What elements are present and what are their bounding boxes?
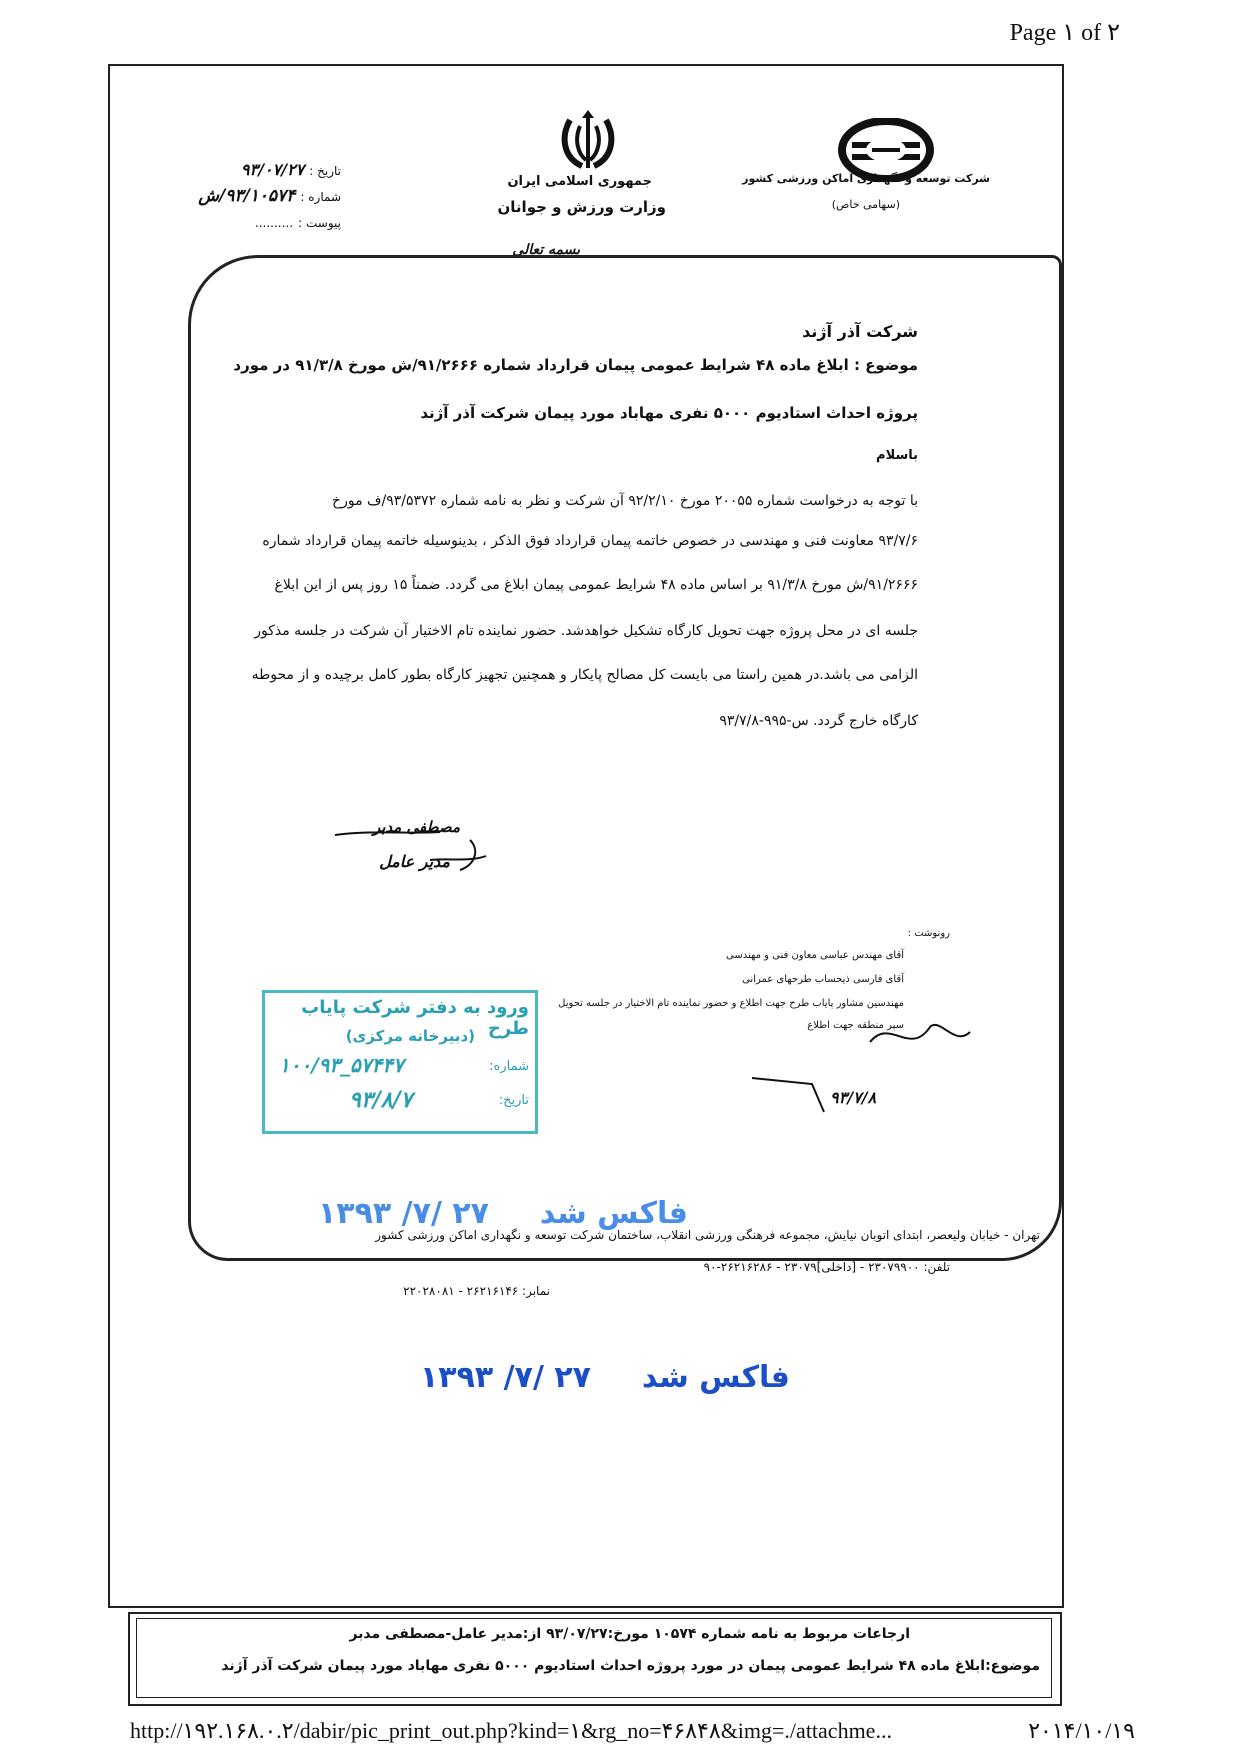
body-line: کارگاه خارج گردد. س-۹۹۵-۹۳/۷/۸ xyxy=(719,713,918,729)
cc-item: مهندسین مشاور پایاب طرح جهت اطلاع و حضور نماینده تام الاختیار در جلسه تحویل xyxy=(558,998,904,1009)
cc-item: سپر منطقه جهت اطلاع xyxy=(807,1020,904,1031)
stamp-date-label: تاریخ: xyxy=(498,1093,529,1108)
signer-title: مدیر عامل xyxy=(379,852,450,871)
faxed-stamp xyxy=(318,1196,698,1231)
faxed-stamp xyxy=(420,1360,800,1395)
footer-phone: تلفن: ۲۳۰۷۹۹۰۰ - [داخلی]۲۳۰۷۹ - ۲۶۲۱۶۲۸۶-۹۰ xyxy=(703,1260,950,1274)
basmala: بسمه تعالی xyxy=(512,242,580,258)
stamp-number-label: شماره: xyxy=(489,1059,529,1074)
reference-line-2: موضوع:ابلاغ ماده ۴۸ شرایط عمومی پیمان در مورد پروژه احداث استادیوم ۵۰۰۰ نفری مهاباد مورد پیمان شرکت آذر آژند xyxy=(221,1658,1040,1674)
cc-header: رونوشت : xyxy=(907,928,950,939)
received-stamp xyxy=(262,990,538,1134)
print-date: ۲۰۱۴/۱۰/۱۹ xyxy=(1028,1718,1135,1743)
cc-item: آقای مهندس عباسی معاون فنی و مهندسی xyxy=(726,950,904,961)
body-line: ۹۳/۷/۶ معاونت فنی و مهندسی در خصوص خاتمه پیمان قرارداد فوق الذکر ، بدینوسیله خاتمه پیمان قرارداد شماره xyxy=(262,533,918,549)
body-line: ۹۱/۲۶۶۶/ش مورخ ۹۱/۳/۸ بر اساس ماده ۴۸ شرایط عمومی پیمان ابلاغ می گردد. ضمناً ۱۵ روز پس از این ابلاغ xyxy=(274,577,918,593)
body-line: الزامی می باشد.در همین راستا می بایست کل مصالح پایکار و همچنین تجهیز کارگاه بطور کامل برچیده و از محوطه xyxy=(251,667,918,683)
print-url: http://۱۹۲.۱۶۸.۰.۲/dabir/pic_print_out.php?kind=۱&rg_no=۴۶۸۴۸&img=./attachme... xyxy=(130,1718,892,1743)
check-mark xyxy=(752,1074,832,1118)
iran-emblem xyxy=(556,110,620,174)
fax-date: ۱۳۹۳ /۷/ ۲۷ xyxy=(420,1360,591,1395)
subject-line-1: موضوع : ابلاغ ماده ۴۸ شرایط عمومی پیمان قرارداد شماره ۹۱/۲۶۶۶/ش مورخ ۹۱/۳/۸ در مورد xyxy=(233,356,918,374)
fax-label: فاکس شد xyxy=(641,1360,790,1395)
stamp-title: ورود به دفتر شرکت پایاب طرح xyxy=(301,997,529,1039)
handwritten-date: ۹۳/۷/۸ xyxy=(830,1088,877,1107)
stamp-number-value: ۱۰۰/۹۳_۵۷۴۴۷ xyxy=(279,1053,404,1077)
date-label: تاریخ : xyxy=(309,164,341,178)
country-name: جمهوری اسلامی ایران xyxy=(507,174,652,189)
attachment-label: پیوست : xyxy=(298,216,341,230)
cc-signature xyxy=(860,1012,980,1062)
date-value: ۹۳/۰۷/۲۷ xyxy=(240,160,305,179)
body-line: جلسه ای در محل پروژه جهت تحویل کارگاه تشکیل خواهدشد. حضور نماینده تام الاختیار آن شرکت در جلسه مذکور xyxy=(254,623,918,639)
fax-label: فاکس شد xyxy=(539,1196,688,1231)
footer-fax: نمابر: ۲۶۲۱۶۱۴۶ - ۲۲۰۲۸۰۸۱ xyxy=(403,1284,550,1298)
signature-scribble xyxy=(330,820,490,880)
number-label: شماره : xyxy=(300,190,341,204)
reference-line-1: ارجاعات مربوط به نامه شماره ۱۰۵۷۴ مورخ:۹۳/۰۷/۲۷ از:مدیر عامل-مصطفی مدبر xyxy=(349,1626,910,1642)
fax-date: ۱۳۹۳ /۷/ ۲۷ xyxy=(318,1196,489,1231)
number-value: ۹۳/۱۰۵۷۴/ش xyxy=(198,186,296,206)
ministry-name: وزارت ورزش و جوانان xyxy=(497,198,666,216)
greeting: باسلام xyxy=(876,448,918,463)
signer-name: مصطفی مدبر xyxy=(372,818,460,836)
org-type: (سهامی خاص) xyxy=(831,198,900,211)
footer-address: تهران - خیابان ولیعصر، ابتدای اتوبان نیایش، مجموعه فرهنگی ورزشی انقلاب، ساختمان شرکت توسعه و نگهداری اماکن ورزشی کشور xyxy=(375,1228,1040,1242)
cc-item: آقای فارسی ذیحساب طرحهای عمرانی xyxy=(742,974,904,985)
letter-meta: تاریخ : ۹۳/۰۷/۲۷ شماره : ۹۳/۱۰۵۷۴/ش پیوست : .......... xyxy=(198,160,341,230)
stamp-subtitle: (دبیرخانه مرکزی) xyxy=(345,1027,475,1045)
page-number: Page ۱ of ۲ xyxy=(1009,20,1120,46)
body-line: با توجه به درخواست شماره ۲۰۰۵۵ مورخ ۹۲/۲/۱۰ آن شرکت و نظر به نامه شماره ۹۳/۵۳۷۲/ف مورخ xyxy=(332,493,918,509)
stamp-date-value: ۹۳/۸/۷ xyxy=(349,1087,413,1113)
subject-line-2: پروژه احداث استادیوم ۵۰۰۰ نفری مهاباد مورد پیمان شرکت آذر آژند xyxy=(420,404,918,422)
recipient: شرکت آذر آژند xyxy=(802,322,918,341)
org-name: شرکت توسعه و نگهداری اماکن ورزشی کشور xyxy=(742,172,990,185)
